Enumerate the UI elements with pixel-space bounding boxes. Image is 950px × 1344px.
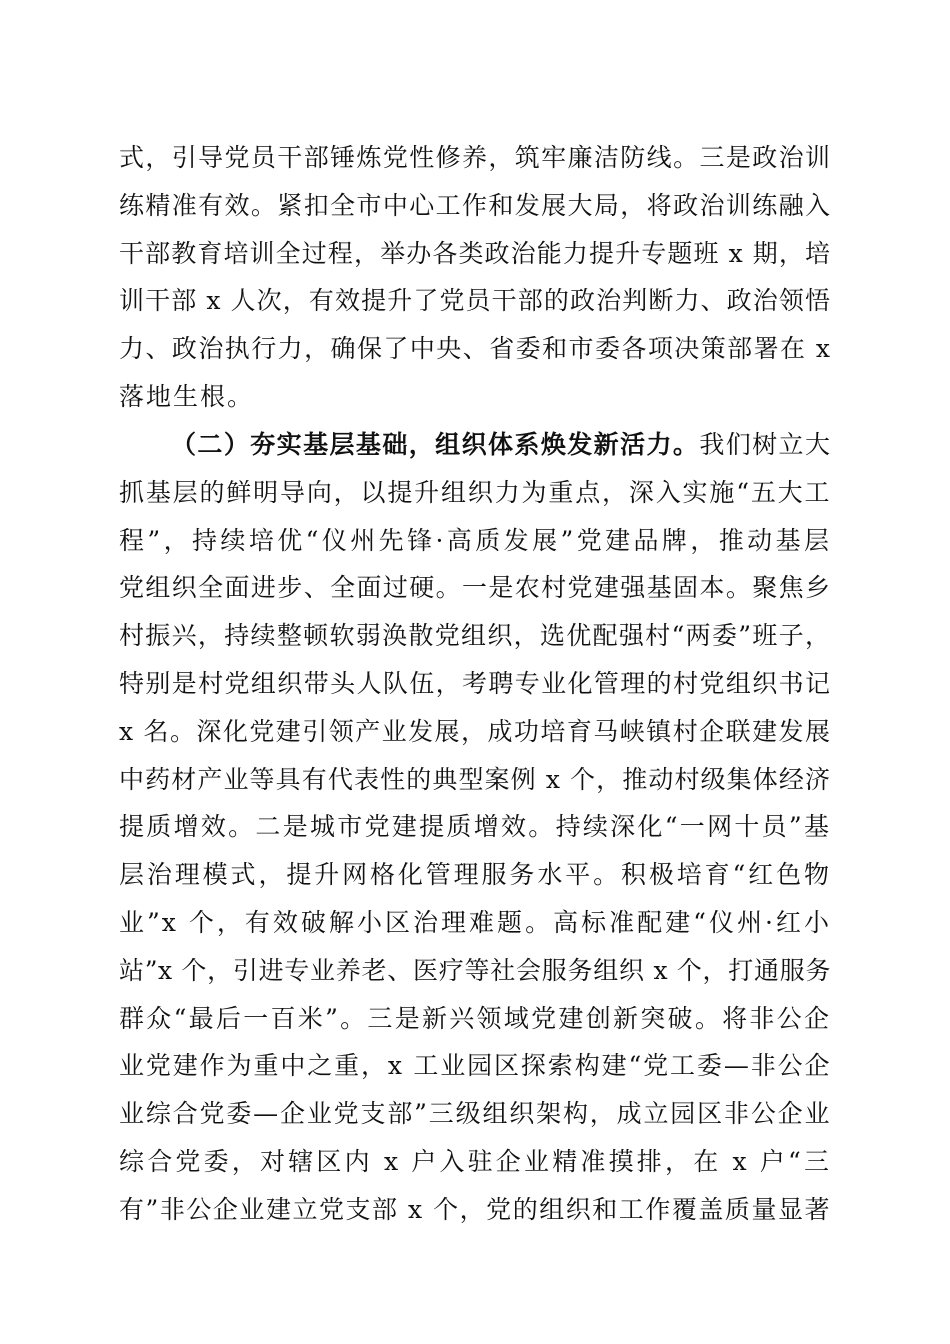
paragraph-section-two — [119, 421, 831, 1234]
text-line: 业综合党委—企业党支部”三级组织架构，成立园区非公企业 — [119, 1099, 831, 1129]
text-line: 综合党委，对辖区内 x 户入驻企业精准摸排，在 x 户“三 — [119, 1146, 831, 1176]
text-line: 村振兴，持续整顿软弱涣散党组织，选优配强村“两委”班子， — [119, 621, 831, 651]
text-line: 有”非公企业建立党支部 x 个，党的组织和工作覆盖质量显著 — [119, 1194, 831, 1224]
text-line: x 名。深化党建引领产业发展，成功培育马峡镇村企联建发展 — [119, 716, 831, 746]
text-line: 抓基层的鲜明导向，以提升组织力为重点，深入实施“五大工 — [119, 477, 831, 507]
text-line: 业”x 个，有效破解小区治理难题。高标准配建“仪州·红小 — [119, 907, 831, 937]
text-line: 落地生根。 — [119, 381, 255, 411]
text-line: 式，引导党员干部锤炼党性修养，筑牢廉洁防线。三是政治训 — [119, 143, 831, 172]
text-line: 干部教育培训全过程，举办各类政治能力提升专题班 x 期，培 — [119, 238, 831, 268]
heading-line-rest: 我们树立大 — [699, 430, 831, 459]
text-line: 业党建作为重中之重，x 工业园区探索构建“党工委—非公企 — [119, 1051, 831, 1081]
text-line: 党组织全面进步、全面过硬。一是农村党建强基固本。聚焦乡 — [119, 573, 831, 603]
text-line: 训干部 x 人次，有效提升了党员干部的政治判断力、政治领悟 — [119, 286, 831, 316]
text-line: 练精准有效。紧扣全市中心工作和发展大局，将政治训练融入 — [119, 190, 831, 220]
text-line: 群众“最后一百米”。三是新兴领域党建创新突破。将非公企 — [119, 1003, 831, 1033]
text-line: 程”，持续培优“仪州先锋·高质发展”党建品牌，推动基层 — [119, 525, 831, 555]
section-heading: （二）夯实基层基础，组织体系焕发新活力。 — [171, 430, 700, 459]
section-heading-line — [119, 421, 831, 469]
paragraph-political-training — [119, 134, 831, 421]
text-line: 特别是村党组织带头人队伍，考聘专业化管理的村党组织书记 — [119, 668, 831, 698]
text-line: 力、政治执行力，确保了中央、省委和市委各项决策部署在 x — [119, 334, 831, 364]
text-line: 中药材产业等具有代表性的典型案例 x 个，推动村级集体经济 — [119, 764, 831, 794]
text-line: 层治理模式，提升网格化管理服务水平。积极培育“红色物 — [119, 860, 831, 890]
text-line: 站”x 个，引进专业养老、医疗等社会服务组织 x 个，打通服务 — [119, 955, 831, 985]
text-line: 提质增效。二是城市党建提质增效。持续深化“一网十员”基 — [119, 812, 831, 842]
